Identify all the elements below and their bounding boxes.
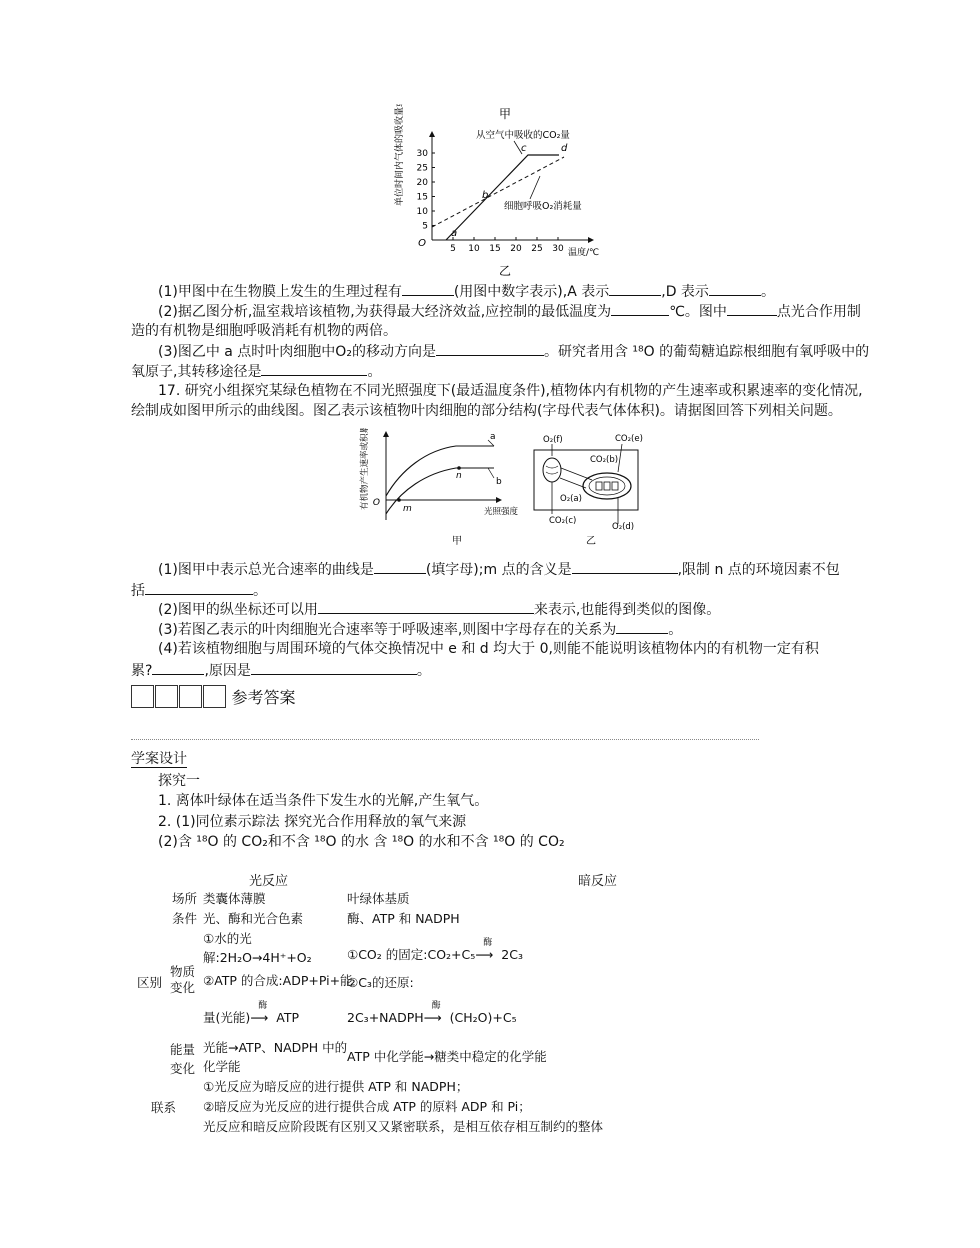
y-tick-label: 30 [416, 149, 428, 159]
figure-temperature-chart [388, 104, 628, 282]
y-tick-label: 20 [416, 178, 428, 188]
mid-ylabel: 有机物产生速率或积累速率 [360, 428, 370, 510]
row-place-label: 场所 [172, 891, 198, 906]
respire-label: 细胞呼吸O₂消耗量 [504, 201, 582, 212]
link-2: ②暗反应为光反应的进行提供合成 ATP 的原料 ADP 和 Pi； [203, 1099, 531, 1114]
fig-yi-cell [534, 434, 643, 547]
point-m-dot [397, 498, 401, 502]
co2-absorb-line [446, 155, 559, 240]
answer-blank[interactable] [572, 559, 678, 574]
q17-p2-text-b: 来表示,也能得到类似的图像。 [533, 602, 721, 618]
label-co2e: CO₂(e) [615, 434, 643, 444]
q16-p3-text-c: 氧原子,其转移途径是 [131, 364, 262, 380]
col-dark: 暗反应 [578, 874, 618, 889]
dark-energy: ATP 中化学能→糖类中稳定的化学能 [347, 1049, 547, 1064]
xlabel-text: 温度/℃ [568, 248, 600, 258]
q17-p1-text-e: 。 [253, 583, 267, 599]
q16-part1 [158, 281, 775, 302]
q17-part2 [158, 599, 720, 620]
x-tick-label: 30 [552, 244, 564, 254]
q17-p3-text-a: (3)若图乙表示的叶肉细胞光合速率等于呼吸速率,则图中字母存在的关系为 [158, 622, 617, 638]
q17-part4-cont [131, 660, 431, 681]
ylabel-text: 单位时间内气体的吸收量或消耗量 [395, 104, 405, 206]
temperature-chart-svg [388, 104, 628, 282]
q16-p3-text-b: 。研究者用含 ¹⁸O 的葡萄糖追踪根细胞有氧呼吸中的 [543, 344, 870, 360]
point-n-dot [457, 466, 461, 470]
curve-a-path [386, 446, 494, 496]
q16-p2-text-b: ℃。图中 [669, 304, 727, 320]
label-co2c: CO₂(c) [549, 516, 577, 526]
mid-x-arrow [496, 497, 502, 503]
light-matter-1: ①水的光 [203, 931, 252, 946]
q17-p3-text-b: 。 [668, 622, 683, 638]
row-link-label: 联系 [151, 1100, 177, 1115]
answers-heading [131, 685, 295, 708]
q17-p1-text-b: (填字母);m 点的含义是 [425, 562, 572, 578]
answer-2: 2. (1)同位素示踪法 探究光合作用释放的氧气来源 [158, 814, 467, 830]
answers-title: 参考答案 [231, 688, 296, 707]
dark-place: 叶绿体基质 [347, 891, 410, 906]
light-matter-4-text: 量(光能) [203, 1010, 251, 1025]
light-place: 类囊体薄膜 [203, 891, 266, 906]
point-a: a [451, 228, 458, 239]
q16-part2 [158, 301, 861, 322]
dark-matter-2: ②C₃的还原: [347, 975, 414, 990]
explore-label: 探究一 [158, 773, 200, 789]
col-light: 光反应 [249, 874, 289, 889]
q16-part3 [158, 341, 869, 362]
q16-p1-text-b: (用图中数字表示),A 表示 [453, 284, 610, 300]
answer-blank[interactable] [436, 341, 544, 356]
mitochondrion-cristae [546, 466, 558, 474]
dark-matter-3 [347, 1001, 517, 1026]
dark-cond: 酶、ATP 和 NADPH [347, 911, 460, 926]
o2-consume-line [432, 157, 564, 227]
point-m-label: m [403, 504, 412, 514]
point-b: b [482, 190, 489, 201]
x-tick-label: 20 [510, 244, 522, 254]
q16-p2-text-a: (2)据乙图分析,温室栽培该植物,为获得最大经济效益,应控制的最低温度为 [158, 304, 612, 320]
light-matter-3: ②ATP 的合成:ADP+Pi+能 [203, 973, 353, 988]
dotted-divider [131, 739, 759, 740]
heading-box [155, 685, 178, 708]
answer-3: (2)含 ¹⁸O 的 CO₂和不含 ¹⁸O 的水 含 ¹⁸O 的水和不含 ¹⁸O 的 CO₂ [158, 834, 565, 850]
q17-p1-text-c: ,限制 n 点的环境因素不包 [677, 562, 840, 578]
light-matter-4 [203, 1001, 300, 1026]
y-axis-label [393, 104, 405, 206]
enzyme-label: 酶 [258, 1001, 268, 1011]
link-3: 光反应和暗反应阶段既有区别又又紧密联系，是相互依存相互制约的整体 [203, 1119, 604, 1134]
answer-blank[interactable] [611, 301, 669, 316]
y-tick-label: 10 [416, 207, 428, 217]
answer-blank[interactable] [145, 580, 253, 595]
enzyme-arrow: 酶 ⟶ [424, 1010, 450, 1026]
q17-p4-text-d: 。 [416, 663, 431, 679]
q16-part3-cont [131, 361, 381, 382]
section-title-text: 学案设计 [131, 751, 187, 767]
answer-blank[interactable] [318, 599, 534, 614]
q16-p2-text-c: 点光合作用制 [776, 304, 861, 320]
answer-blank[interactable] [609, 281, 661, 296]
section-title [131, 749, 187, 769]
link-1: ①光反应为暗反应的进行提供 ATP 和 NADPH； [203, 1079, 469, 1094]
q17-part1 [158, 559, 840, 580]
answer-blank[interactable] [261, 361, 367, 376]
light-cond: 光、酶和光合色素 [203, 911, 304, 926]
answer-blank[interactable] [709, 281, 761, 296]
x-tick-label: 15 [489, 244, 501, 254]
light-energy-1: 光能→ATP、NADPH 中的 [203, 1040, 348, 1055]
q17-p1-text-a: (1)图甲中表示总光合速率的曲线是 [158, 562, 374, 578]
arrow-co2e [618, 444, 622, 472]
q17-intro-1: 17. 研究小组探究某绿色植物在不同光照强度下(最适温度条件),植物体内有机物的产生速率或积累速率的变化情况, [158, 383, 863, 399]
q17-part1-cont [131, 580, 267, 601]
q16-p1-text-d: 。 [760, 284, 775, 300]
label-o2d: O₂(d) [612, 522, 635, 532]
q16-part2-cont: 造的有机物是细胞呼吸消耗有机物的两倍。 [131, 323, 397, 339]
absorb-label: 从空气中吸收的CO₂量 [476, 130, 570, 141]
arrow-o2a [560, 478, 586, 488]
dark-matter-1 [347, 938, 523, 963]
answer-blank[interactable] [727, 301, 777, 316]
label-co2b: CO₂(b) [590, 455, 619, 465]
x-tick-label: 10 [468, 244, 480, 254]
answer-blank[interactable] [616, 619, 668, 634]
point-n-label: n [456, 471, 462, 481]
dark-matter-1-text: ①CO₂ 的固定:CO₂+C₅ [347, 947, 476, 962]
answer-1: 1. 离体叶绿体在适当条件下发生水的光解,产生氧气。 [158, 793, 489, 809]
fig-caption: 乙 [498, 264, 512, 278]
q16-p1-text-a: (1)甲图中在生物膜上发生的生理过程有 [158, 284, 402, 300]
curve-a-label: a [490, 432, 496, 442]
y-tick-label: 5 [422, 221, 428, 232]
chloroplast-inner [589, 477, 625, 495]
q17-p2-text-a: (2)图甲的纵坐标还可以用 [158, 602, 318, 618]
q16-p3-text-d: 。 [367, 364, 382, 380]
x-axis-arrow [588, 237, 594, 243]
light-and-cell-svg [356, 428, 656, 552]
q17-p4-text-b: 累? [131, 663, 153, 679]
mid-y-arrow [383, 431, 389, 437]
light-energy-2: 化学能 [203, 1059, 241, 1074]
light-matter-5-text: ATP [276, 1010, 300, 1025]
point-c: c [521, 143, 527, 154]
q16-p1-text-c: ,D 表示 [661, 284, 709, 300]
row-matter-label: 物质变化 [170, 964, 196, 995]
caption-yi: 乙 [586, 536, 596, 547]
origin-label: O [418, 238, 426, 249]
dark-matter-3-text: 2C₃+NADPH [347, 1010, 424, 1025]
respire-leader [530, 176, 540, 199]
curve-b-label: b [496, 477, 502, 487]
dark-matter-1b-text: 2C₃ [501, 947, 523, 962]
point-d: d [561, 143, 568, 154]
enzyme-arrow: 酶 ⟶ [475, 947, 501, 963]
q17-p1-text-d: 括 [131, 583, 145, 599]
label-o2a: O₂(a) [560, 494, 582, 504]
answer-blank[interactable] [152, 660, 204, 675]
answer-blank[interactable] [374, 559, 426, 574]
enzyme-label: 酶 [483, 938, 493, 948]
row-energy-label: 能量变化 [170, 1042, 196, 1076]
light-matter-2: 解:2H₂O→4H⁺+O₂ [203, 950, 312, 965]
heading-box [131, 685, 154, 708]
mitochondrion-icon [543, 458, 561, 482]
curve-b-leader [488, 468, 494, 478]
y-axis-arrow [429, 131, 435, 137]
label-o2f: O₂(f) [543, 435, 563, 445]
group-diff-label: 区别 [137, 975, 163, 990]
arrow-co2b [561, 468, 592, 480]
mid-xlabel: 光照强度 [484, 507, 519, 517]
q17-part4: (4)若该植物细胞与周围环境的气体交换情况中 e 和 d 均大于 0,则能不能说明该植物体内的有机物一定有积 [158, 641, 819, 657]
q17-part3 [158, 619, 682, 640]
q17-intro-2: 绘制成如图甲所示的曲线图。图乙表示该植物叶肉细胞的部分结构(字母代表气体体积)。请据图回答下列相关问题。 [131, 403, 842, 419]
y-tick-label: 25 [416, 163, 428, 174]
x-tick-label: 5 [450, 244, 456, 254]
grana-icon [596, 482, 618, 490]
figure-light-and-cell [356, 428, 656, 552]
fig-jia-graph [359, 428, 519, 547]
enzyme-arrow: 酶 ⟶ [250, 1010, 276, 1026]
enzyme-label: 酶 [431, 1001, 441, 1011]
caption-jia: 甲 [452, 536, 462, 547]
dark-matter-3b-text: (CH₂O)+C₅ [449, 1010, 517, 1025]
mid-origin: O [372, 498, 380, 508]
heading-box [203, 685, 226, 708]
y-tick-label: 15 [416, 192, 428, 203]
x-tick-label: 25 [531, 244, 543, 254]
row-cond-label: 条件 [172, 911, 198, 926]
heading-box [179, 685, 202, 708]
fig-title: 甲 [498, 107, 512, 121]
answer-blank[interactable] [402, 281, 454, 296]
q17-p4-text-c: ,原因是 [204, 663, 251, 679]
q16-p3-text-a: (3)图乙中 a 点时叶肉细胞中O₂的移动方向是 [158, 344, 436, 360]
answer-blank[interactable] [251, 660, 417, 675]
